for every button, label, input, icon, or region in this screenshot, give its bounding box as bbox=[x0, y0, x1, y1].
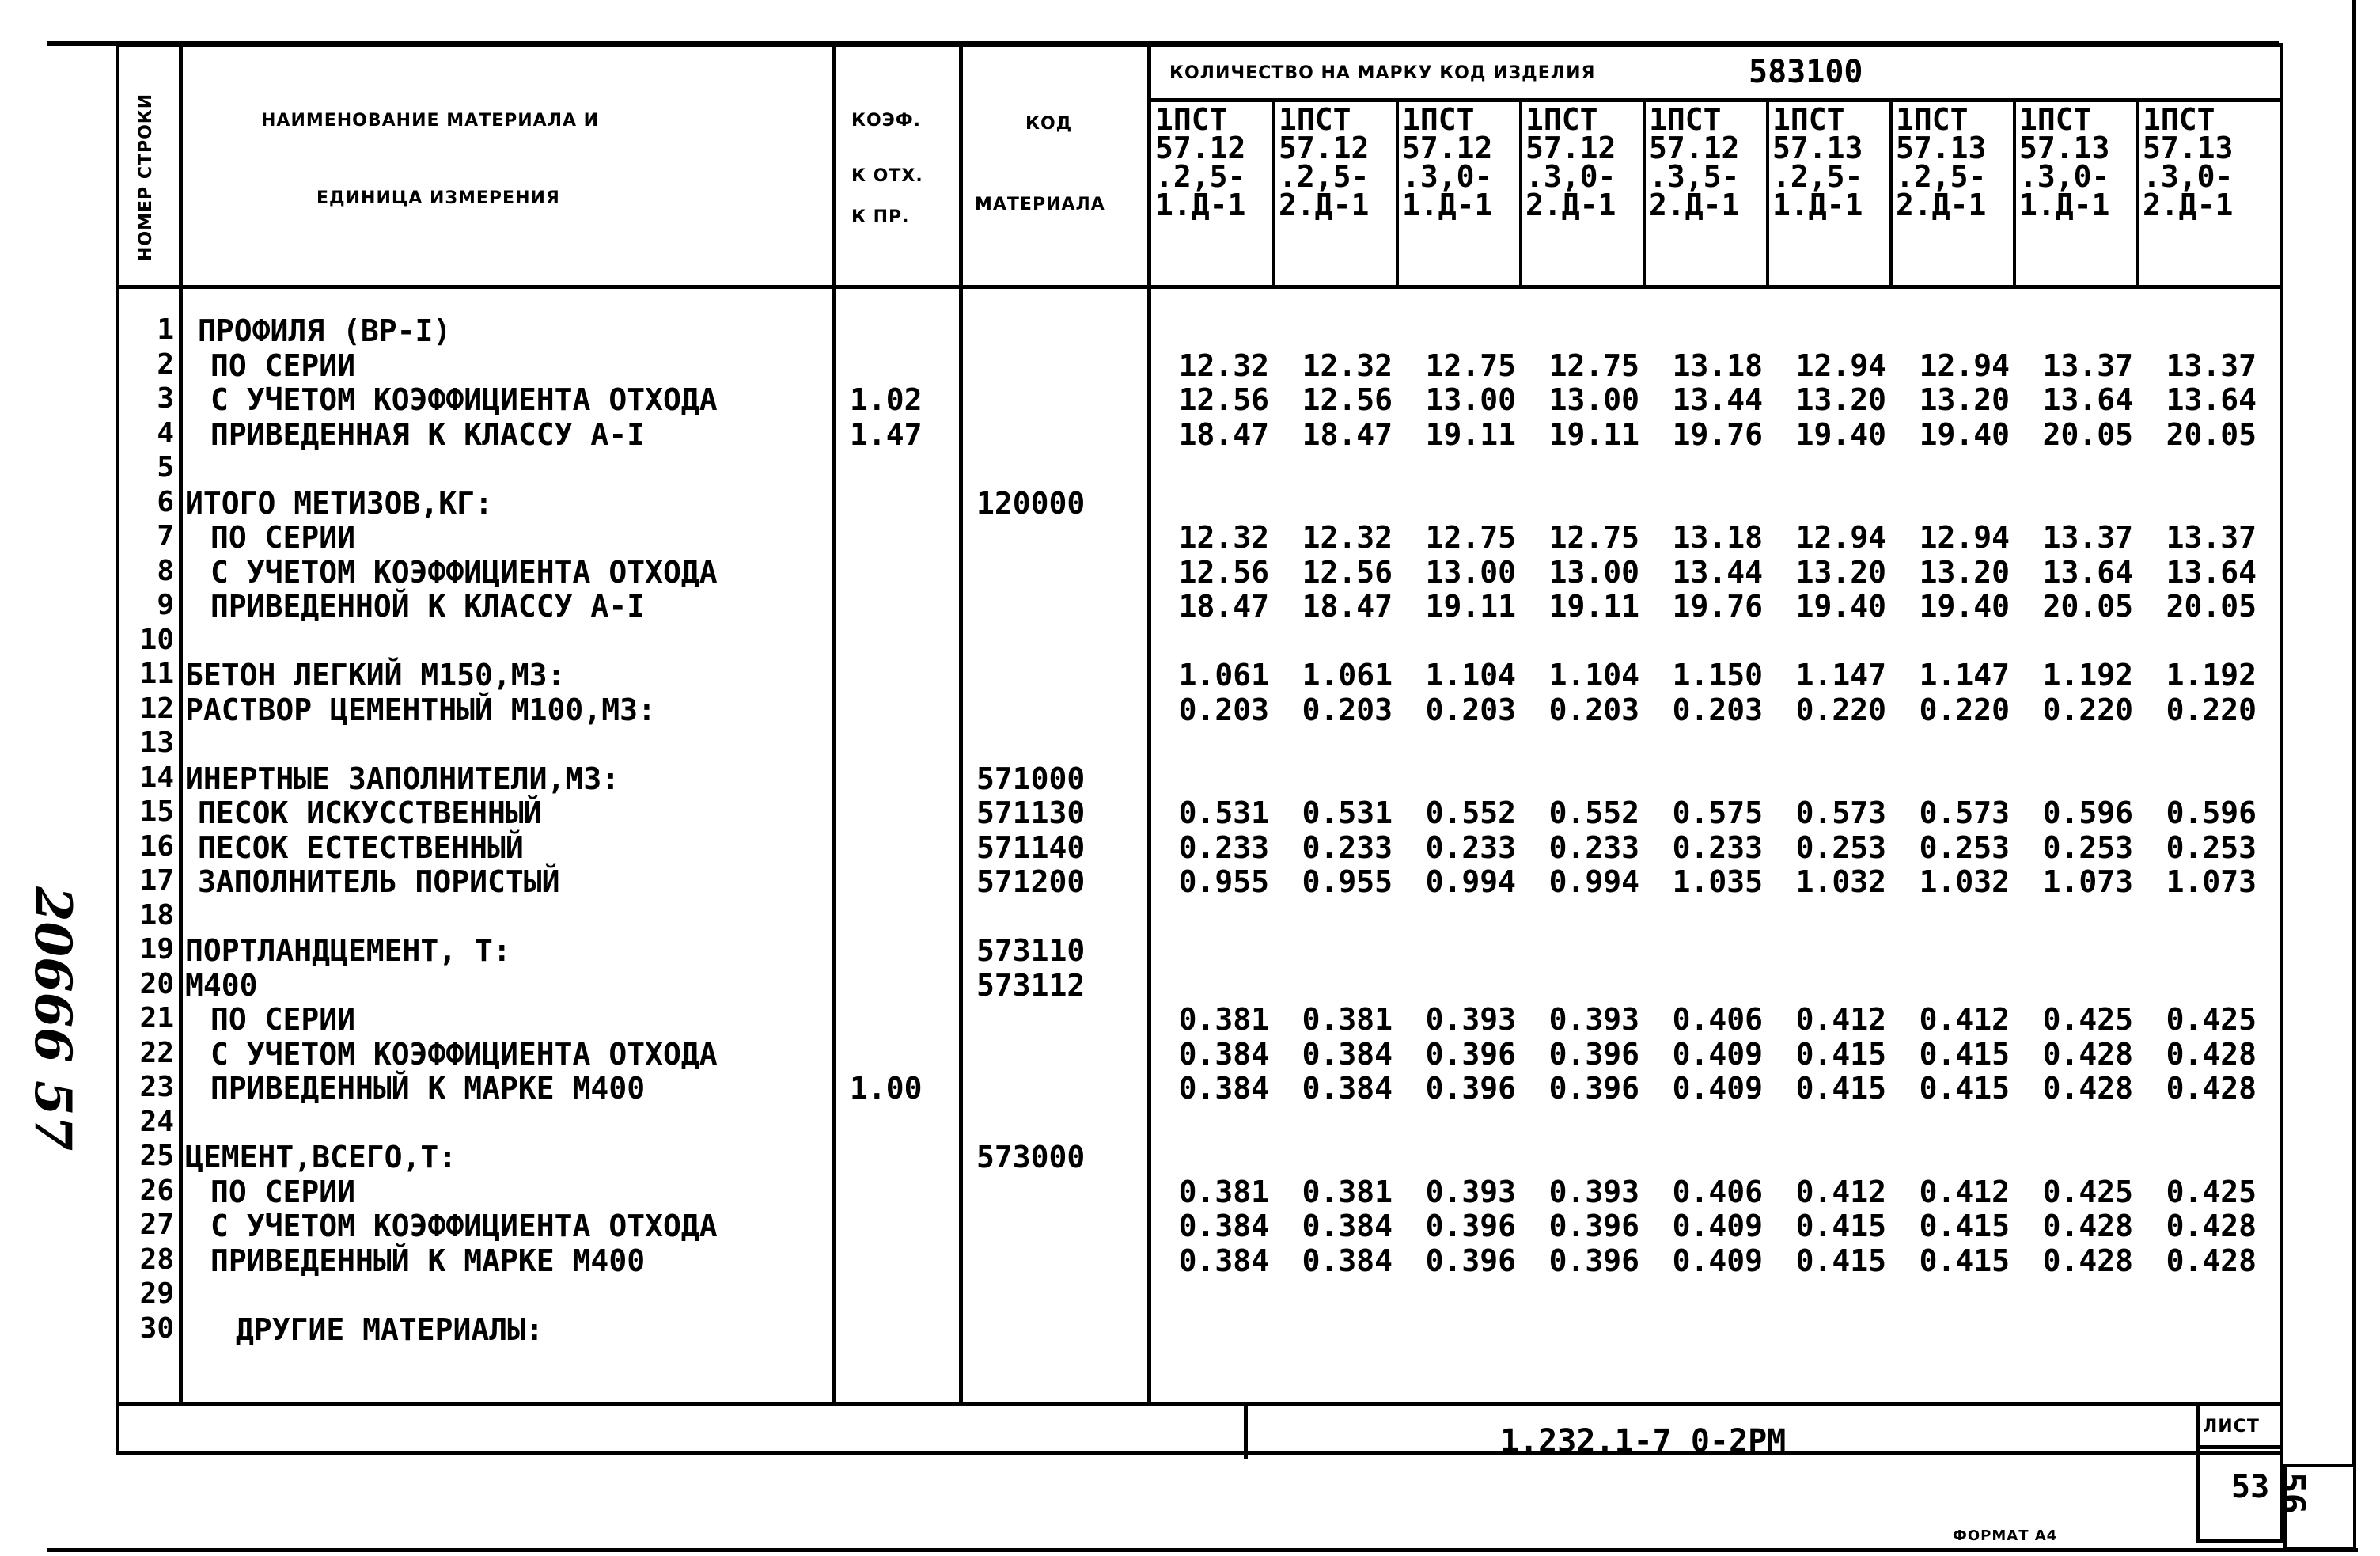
quantity-cell: 0.406 bbox=[1672, 1174, 1763, 1209]
material-name: ДРУГИЕ МАТЕРИАЛЫ: bbox=[236, 1311, 544, 1347]
quantity-cell: 0.381 bbox=[1302, 1174, 1393, 1209]
mark-header-line: 1.Д-1 bbox=[1155, 188, 1246, 222]
coefficient-value: 1.47 bbox=[850, 416, 923, 452]
quantity-cell: 0.233 bbox=[1178, 829, 1269, 865]
quantity-cell: 0.428 bbox=[2042, 1243, 2133, 1278]
quantity-cell: 12.94 bbox=[1795, 347, 1886, 383]
material-name: ПРИВЕДЕННОЙ К КЛАССУ А-I bbox=[210, 589, 646, 624]
mark-header-line: 1ПСТ bbox=[1402, 102, 1475, 137]
quantity-cell: 0.384 bbox=[1302, 1071, 1393, 1106]
mark-header-line: 1ПСТ bbox=[1649, 102, 1722, 137]
row-number: 16 bbox=[139, 829, 174, 863]
row-number: 24 bbox=[139, 1105, 174, 1138]
mark-header-line: 57.13 bbox=[1896, 131, 1987, 165]
material-name: ПРИВЕДЕННЫЙ К МАРКЕ М400 bbox=[210, 1243, 646, 1278]
material-name: ПОРТЛАНДЦЕМЕНТ, Т: bbox=[185, 933, 511, 968]
coef-header-line3: К ПР. bbox=[851, 207, 910, 227]
row-number: 28 bbox=[139, 1243, 174, 1276]
quantity-cell: 0.396 bbox=[1425, 1243, 1516, 1278]
quantity-cell: 0.253 bbox=[1795, 829, 1886, 865]
code-header-line1: КОД bbox=[1025, 114, 1073, 134]
row-number: 26 bbox=[139, 1174, 174, 1207]
material-name: ПРИВЕДЕННЫЙ К МАРКЕ М400 bbox=[210, 1071, 646, 1106]
quantity-cell: 19.40 bbox=[1919, 589, 2010, 624]
mark-header-line: 2.Д-1 bbox=[2143, 188, 2234, 222]
sheet-label: ЛИСТ bbox=[2203, 1417, 2260, 1436]
row-number: 10 bbox=[139, 623, 174, 656]
quantity-cell: 0.396 bbox=[1548, 1036, 1639, 1072]
quantity-cell: 1.104 bbox=[1425, 658, 1516, 693]
quantity-cell: 0.233 bbox=[1672, 829, 1763, 865]
mark-header-line: 57.13 bbox=[2143, 131, 2234, 165]
mark-header-line: 1ПСТ bbox=[2143, 102, 2215, 137]
quantity-cell: 0.384 bbox=[1178, 1036, 1269, 1072]
quantity-cell: 0.428 bbox=[2042, 1209, 2133, 1243]
quantity-cell: 0.552 bbox=[1548, 795, 1639, 830]
quantity-cell: 12.75 bbox=[1425, 347, 1516, 383]
quantity-cell: 19.76 bbox=[1672, 589, 1763, 624]
quantity-cell: 13.00 bbox=[1425, 382, 1516, 417]
mark-col-divider bbox=[1396, 100, 1399, 285]
row-number: 27 bbox=[139, 1209, 174, 1241]
quantity-cell: 0.393 bbox=[1548, 1002, 1639, 1037]
quantity-cell: 1.104 bbox=[1548, 658, 1639, 693]
quantity-cell: 13.44 bbox=[1672, 382, 1763, 417]
material-name: ПО СЕРИИ bbox=[210, 1174, 356, 1209]
mark-header-line: .3,5- bbox=[1649, 159, 1740, 194]
quantity-cell: 12.32 bbox=[1302, 347, 1393, 383]
quantity-cell: 12.75 bbox=[1548, 347, 1639, 383]
quantity-cell: 0.415 bbox=[1919, 1243, 2010, 1278]
mark-header-line: 2.Д-1 bbox=[1279, 188, 1370, 222]
quantity-cell: 12.56 bbox=[1178, 554, 1269, 590]
material-name: ЦЕМЕНТ,ВСЕГО,Т: bbox=[185, 1140, 457, 1175]
quantity-cell: 0.393 bbox=[1425, 1174, 1516, 1209]
quantity-cell: 0.396 bbox=[1548, 1209, 1639, 1243]
row-number: 19 bbox=[139, 933, 174, 966]
coef-header-line2: К ОТХ. bbox=[851, 166, 923, 186]
quantity-cell: 12.32 bbox=[1302, 520, 1393, 555]
quantity-cell: 1.061 bbox=[1302, 658, 1393, 693]
quantity-cell: 12.56 bbox=[1302, 554, 1393, 590]
material-name: РАСТВОР ЦЕМЕНТНЫЙ М100,М3: bbox=[185, 692, 656, 727]
quantity-cell: 13.20 bbox=[1795, 382, 1886, 417]
quantity-cell: 1.192 bbox=[2166, 658, 2257, 693]
quantity-cell: 0.384 bbox=[1178, 1071, 1269, 1106]
material-code: 120000 bbox=[976, 485, 1086, 521]
mark-header-line: .2,5- bbox=[1279, 159, 1370, 194]
footer-top-line bbox=[116, 1402, 2283, 1406]
quantity-cell: 13.18 bbox=[1672, 520, 1763, 555]
quantity-cell: 13.00 bbox=[1425, 554, 1516, 590]
quantity-cell: 0.425 bbox=[2042, 1174, 2133, 1209]
row-number: 22 bbox=[139, 1036, 174, 1069]
row-number: 5 bbox=[157, 451, 174, 484]
row-number: 15 bbox=[139, 795, 174, 828]
col-divider-code bbox=[1147, 43, 1151, 1406]
quantity-cell: 0.220 bbox=[2166, 692, 2257, 727]
row-number: 3 bbox=[157, 382, 174, 415]
col-divider-rownum bbox=[179, 43, 183, 1406]
material-name: ПО СЕРИИ bbox=[210, 1002, 356, 1037]
material-name: С УЧЕТОМ КОЭФФИЦИЕНТА ОТХОДА bbox=[210, 554, 718, 590]
row-number: 30 bbox=[139, 1311, 174, 1345]
coefficient-value: 1.00 bbox=[850, 1071, 923, 1106]
row-number: 13 bbox=[139, 727, 174, 759]
quantity-cell: 13.37 bbox=[2166, 347, 2257, 383]
material-code: 573000 bbox=[976, 1140, 1086, 1175]
quantity-cell: 13.37 bbox=[2042, 520, 2133, 555]
mark-header-line: 57.13 bbox=[2019, 131, 2110, 165]
quantity-cell: 0.409 bbox=[1672, 1209, 1763, 1243]
sheet-number: 53 bbox=[2231, 1469, 2270, 1505]
material-code: 571140 bbox=[976, 829, 1086, 865]
quantity-cell: 0.425 bbox=[2042, 1002, 2133, 1037]
col-divider-name bbox=[832, 43, 836, 1406]
quantity-cell: 0.384 bbox=[1178, 1209, 1269, 1243]
quantity-cell: 18.47 bbox=[1178, 589, 1269, 624]
quantity-cell: 1.061 bbox=[1178, 658, 1269, 693]
quantity-cell: 0.428 bbox=[2166, 1036, 2257, 1072]
quantity-cell: 13.20 bbox=[1919, 554, 2010, 590]
quantity-cell: 0.220 bbox=[2042, 692, 2133, 727]
row-number: 1 bbox=[157, 313, 174, 346]
row-number: 4 bbox=[157, 416, 174, 450]
quantity-cell: 0.596 bbox=[2042, 795, 2133, 830]
row-number: 17 bbox=[139, 864, 174, 897]
row-number: 18 bbox=[139, 898, 174, 932]
mark-header-line: .2,5- bbox=[1896, 159, 1987, 194]
row-number: 7 bbox=[157, 520, 174, 552]
quantity-cell: 0.384 bbox=[1302, 1209, 1393, 1243]
material-code: 573110 bbox=[976, 933, 1086, 968]
mark-header-line: 1.Д-1 bbox=[1402, 188, 1493, 222]
quantity-cell: 0.381 bbox=[1178, 1174, 1269, 1209]
quantity-cell: 0.233 bbox=[1425, 829, 1516, 865]
quantity-cell: 0.384 bbox=[1178, 1243, 1269, 1278]
material-name: С УЧЕТОМ КОЭФФИЦИЕНТА ОТХОДА bbox=[210, 1036, 718, 1072]
quantity-cell: 0.415 bbox=[1795, 1209, 1886, 1243]
quantity-cell: 12.94 bbox=[1919, 520, 2010, 555]
row-number: 11 bbox=[139, 658, 174, 690]
quantity-cell: 0.409 bbox=[1672, 1243, 1763, 1278]
quantity-cell: 13.64 bbox=[2042, 382, 2133, 417]
quantity-cell: 0.428 bbox=[2166, 1071, 2257, 1106]
quantity-cell: 19.76 bbox=[1672, 416, 1763, 452]
page-number: 56 bbox=[2272, 1472, 2312, 1514]
quantity-cell: 0.409 bbox=[1672, 1036, 1763, 1072]
quantity-cell: 0.203 bbox=[1548, 692, 1639, 727]
quantity-cell: 13.20 bbox=[1795, 554, 1886, 590]
material-name: ПЕСОК ЕСТЕСТВЕННЫЙ bbox=[198, 829, 524, 865]
quantity-cell: 0.552 bbox=[1425, 795, 1516, 830]
quantity-cell: 0.253 bbox=[1919, 829, 2010, 865]
quantity-cell: 20.05 bbox=[2042, 589, 2133, 624]
quantity-cell: 1.073 bbox=[2042, 864, 2133, 899]
format-label: ФОРМАТ А4 bbox=[1953, 1528, 2058, 1544]
quantity-cell: 0.384 bbox=[1302, 1243, 1393, 1278]
quantity-cell: 0.220 bbox=[1919, 692, 2010, 727]
quantity-cell: 0.531 bbox=[1178, 795, 1269, 830]
quantity-cell: 19.11 bbox=[1548, 589, 1639, 624]
mark-col-divider bbox=[2013, 100, 2016, 285]
quantity-cell: 1.147 bbox=[1919, 658, 2010, 693]
quantity-cell: 0.384 bbox=[1302, 1036, 1393, 1072]
quantity-cell: 0.428 bbox=[2042, 1071, 2133, 1106]
row-number: 8 bbox=[157, 554, 174, 587]
quantity-cell: 0.412 bbox=[1795, 1002, 1886, 1037]
right-edge-line bbox=[2352, 0, 2356, 1464]
quantity-cell: 19.40 bbox=[1795, 416, 1886, 452]
row-number: 21 bbox=[139, 1002, 174, 1034]
mark-header-line: 1ПСТ bbox=[1772, 102, 1845, 137]
quantity-cell: 13.44 bbox=[1672, 554, 1763, 590]
mark-col-divider bbox=[1889, 100, 1893, 285]
mark-col-divider bbox=[1643, 100, 1646, 285]
quantity-cell: 0.573 bbox=[1795, 795, 1886, 830]
material-name: С УЧЕТОМ КОЭФФИЦИЕНТА ОТХОДА bbox=[210, 382, 718, 417]
quantity-cell: 0.955 bbox=[1178, 864, 1269, 899]
mark-header-line: 1ПСТ bbox=[2019, 102, 2092, 137]
quantity-cell: 0.396 bbox=[1425, 1209, 1516, 1243]
mark-header-line: 1ПСТ bbox=[1279, 102, 1351, 137]
mark-header-line: .3,0- bbox=[1525, 159, 1616, 194]
quantity-cell: 0.253 bbox=[2166, 829, 2257, 865]
quantity-cell: 13.37 bbox=[2166, 520, 2257, 555]
quantity-cell: 12.32 bbox=[1178, 347, 1269, 383]
quantity-cell: 12.56 bbox=[1178, 382, 1269, 417]
row-number-header: НОМЕР СТРОКИ bbox=[136, 93, 156, 261]
mark-col-divider bbox=[1272, 100, 1275, 285]
mark-header-line: 1ПСТ bbox=[1525, 102, 1598, 137]
footer-divider-left bbox=[1244, 1402, 1248, 1459]
quantity-cell: 0.415 bbox=[1919, 1071, 2010, 1106]
quantity-cell: 0.994 bbox=[1425, 864, 1516, 899]
quantity-cell: 0.396 bbox=[1425, 1036, 1516, 1072]
quantity-cell: 19.11 bbox=[1425, 589, 1516, 624]
quantity-cell: 20.05 bbox=[2042, 416, 2133, 452]
name-header-line2: ЕДИНИЦА ИЗМЕРЕНИЯ bbox=[316, 188, 560, 208]
quantity-cell: 0.415 bbox=[1795, 1036, 1886, 1072]
quantity-cell: 0.393 bbox=[1425, 1002, 1516, 1037]
mark-col-divider bbox=[1766, 100, 1769, 285]
quantity-cell: 1.035 bbox=[1672, 864, 1763, 899]
product-code: 583100 bbox=[1749, 54, 1863, 90]
mark-header-line: 1.Д-1 bbox=[1772, 188, 1863, 222]
quantity-cell: 1.073 bbox=[2166, 864, 2257, 899]
mark-header-line: 57.12 bbox=[1402, 131, 1493, 165]
mark-header-line: 1ПСТ bbox=[1896, 102, 1969, 137]
row-number: 14 bbox=[139, 761, 174, 794]
quantity-cell: 0.596 bbox=[2166, 795, 2257, 830]
quantity-cell: 0.381 bbox=[1178, 1002, 1269, 1037]
document-code: 1.232.1-7 0-2РМ bbox=[1500, 1423, 1787, 1459]
quantity-cell: 0.425 bbox=[2166, 1174, 2257, 1209]
quantity-cell: 12.32 bbox=[1178, 520, 1269, 555]
material-name: ЗАПОЛНИТЕЛЬ ПОРИСТЫЙ bbox=[198, 864, 560, 899]
quantity-cell: 13.00 bbox=[1548, 382, 1639, 417]
quantity-cell: 20.05 bbox=[2166, 416, 2257, 452]
quantity-cell: 0.396 bbox=[1548, 1243, 1639, 1278]
quantity-cell: 0.396 bbox=[1548, 1071, 1639, 1106]
quantity-cell: 0.409 bbox=[1672, 1071, 1763, 1106]
material-name: ПО СЕРИИ bbox=[210, 347, 356, 383]
material-name: ИТОГО МЕТИЗОВ,КГ: bbox=[185, 485, 493, 521]
quantity-cell: 1.032 bbox=[1795, 864, 1886, 899]
quantity-cell: 0.203 bbox=[1302, 692, 1393, 727]
quantity-cell: 19.11 bbox=[1425, 416, 1516, 452]
code-header-line2: МАТЕРИАЛА bbox=[975, 195, 1105, 214]
material-name: БЕТОН ЛЕГКИЙ М150,М3: bbox=[185, 658, 566, 693]
mark-header-line: 57.12 bbox=[1279, 131, 1370, 165]
quantity-header-label: КОЛИЧЕСТВО НА МАРКУ КОД ИЗДЕЛИЯ bbox=[1169, 63, 1596, 83]
quantity-cell: 18.47 bbox=[1178, 416, 1269, 452]
quantity-cell: 13.64 bbox=[2166, 554, 2257, 590]
quantity-cell: 0.994 bbox=[1548, 864, 1639, 899]
quantity-cell: 12.94 bbox=[1919, 347, 2010, 383]
quantity-cell: 0.412 bbox=[1919, 1174, 2010, 1209]
quantity-cell: 0.381 bbox=[1302, 1002, 1393, 1037]
material-name: ПЕСОК ИСКУССТВЕННЫЙ bbox=[198, 795, 542, 830]
quantity-cell: 0.233 bbox=[1302, 829, 1393, 865]
quantity-cell: 0.393 bbox=[1548, 1174, 1639, 1209]
quantity-cell: 0.955 bbox=[1302, 864, 1393, 899]
margin-handwritten-number: 20666 57 bbox=[23, 886, 82, 1151]
quantity-cell: 18.47 bbox=[1302, 589, 1393, 624]
quantity-cell: 1.192 bbox=[2042, 658, 2133, 693]
header-bottom-line bbox=[116, 285, 2283, 289]
material-name: ИНЕРТНЫЕ ЗАПОЛНИТЕЛИ,М3: bbox=[185, 761, 620, 796]
row-number: 23 bbox=[139, 1071, 174, 1103]
quantity-cell: 0.233 bbox=[1548, 829, 1639, 865]
material-name: С УЧЕТОМ КОЭФФИЦИЕНТА ОТХОДА bbox=[210, 1209, 718, 1243]
material-code: 573112 bbox=[976, 967, 1086, 1003]
mark-col-divider bbox=[2136, 100, 2139, 285]
row-number: 25 bbox=[139, 1140, 174, 1172]
quantity-cell: 13.20 bbox=[1919, 382, 2010, 417]
material-code: 571200 bbox=[976, 864, 1086, 899]
mark-header-line: 2.Д-1 bbox=[1649, 188, 1740, 222]
mark-header-line: 1.Д-1 bbox=[2019, 188, 2110, 222]
quantity-cell: 0.415 bbox=[1795, 1071, 1886, 1106]
quantity-cell: 0.428 bbox=[2166, 1243, 2257, 1278]
material-code: 571000 bbox=[976, 761, 1086, 796]
quantity-cell: 0.253 bbox=[2042, 829, 2133, 865]
quantity-cell: 0.415 bbox=[1919, 1209, 2010, 1243]
row-number: 12 bbox=[139, 692, 174, 725]
mark-header-line: 57.13 bbox=[1772, 131, 1863, 165]
col-divider-coef bbox=[959, 43, 963, 1406]
mark-header-line: 1ПСТ bbox=[1155, 102, 1228, 137]
coef-header-line1: КОЭФ. bbox=[851, 111, 922, 131]
material-name: ПРОФИЛЯ (ВР-I) bbox=[198, 313, 452, 348]
mark-header-line: 57.12 bbox=[1649, 131, 1740, 165]
quantity-cell: 0.396 bbox=[1425, 1071, 1516, 1106]
quantity-cell: 0.425 bbox=[2166, 1002, 2257, 1037]
row-number: 29 bbox=[139, 1277, 174, 1310]
quantity-cell: 0.575 bbox=[1672, 795, 1763, 830]
mark-header-line: .3,0- bbox=[1402, 159, 1493, 194]
quantity-cell: 0.412 bbox=[1795, 1174, 1886, 1209]
material-name: М400 bbox=[185, 967, 258, 1003]
quantity-cell: 0.573 bbox=[1919, 795, 2010, 830]
quantity-cell: 0.531 bbox=[1302, 795, 1393, 830]
quantity-cell: 0.203 bbox=[1178, 692, 1269, 727]
footer-sheet-box bbox=[2196, 1445, 2283, 1543]
quantity-cell: 13.37 bbox=[2042, 347, 2133, 383]
quantity-cell: 20.05 bbox=[2166, 589, 2257, 624]
mark-header-line: .2,5- bbox=[1772, 159, 1863, 194]
row-number: 20 bbox=[139, 967, 174, 1000]
quantity-cell: 19.40 bbox=[1795, 589, 1886, 624]
mark-header-line: .3,0- bbox=[2019, 159, 2110, 194]
quantity-cell: 19.11 bbox=[1548, 416, 1639, 452]
quantity-cell: 12.94 bbox=[1795, 520, 1886, 555]
quantity-cell: 1.150 bbox=[1672, 658, 1763, 693]
material-code: 571130 bbox=[976, 795, 1086, 830]
mark-col-divider bbox=[1519, 100, 1522, 285]
bottom-border-line bbox=[47, 1548, 2358, 1552]
quantity-cell: 0.415 bbox=[1919, 1036, 2010, 1072]
quantity-cell: 19.40 bbox=[1919, 416, 2010, 452]
quantity-cell: 0.415 bbox=[1795, 1243, 1886, 1278]
quantity-cell: 13.64 bbox=[2166, 382, 2257, 417]
mark-header-line: 2.Д-1 bbox=[1896, 188, 1987, 222]
quantity-cell: 12.75 bbox=[1548, 520, 1639, 555]
mark-header-line: 57.12 bbox=[1155, 131, 1246, 165]
quantity-cell: 1.032 bbox=[1919, 864, 2010, 899]
material-name: ПРИВЕДЕННАЯ К КЛАССУ А-I bbox=[210, 416, 646, 452]
quantity-cell: 0.203 bbox=[1672, 692, 1763, 727]
mark-header-line: 57.12 bbox=[1525, 131, 1616, 165]
quantity-cell: 0.203 bbox=[1425, 692, 1516, 727]
quantity-cell: 0.220 bbox=[1795, 692, 1886, 727]
row-number: 2 bbox=[157, 347, 174, 381]
quantity-cell: 0.428 bbox=[2166, 1209, 2257, 1243]
quantity-cell: 12.75 bbox=[1425, 520, 1516, 555]
mark-header-line: 2.Д-1 bbox=[1525, 188, 1616, 222]
name-header-line1: НАИМЕНОВАНИЕ МАТЕРИАЛА И bbox=[261, 111, 600, 131]
quantity-cell: 18.47 bbox=[1302, 416, 1393, 452]
coefficient-value: 1.02 bbox=[850, 382, 923, 417]
quantity-cell: 1.147 bbox=[1795, 658, 1886, 693]
quantity-cell: 13.18 bbox=[1672, 347, 1763, 383]
quantity-cell: 13.64 bbox=[2042, 554, 2133, 590]
quantity-cell: 13.00 bbox=[1548, 554, 1639, 590]
material-name: ПО СЕРИИ bbox=[210, 520, 356, 555]
quantity-cell: 0.412 bbox=[1919, 1002, 2010, 1037]
row-number: 9 bbox=[157, 589, 174, 621]
mark-header-line: .2,5- bbox=[1155, 159, 1246, 194]
mark-header-line: .3,0- bbox=[2143, 159, 2234, 194]
row-number: 6 bbox=[157, 485, 174, 518]
quantity-cell: 0.406 bbox=[1672, 1002, 1763, 1037]
quantity-cell: 0.428 bbox=[2042, 1036, 2133, 1072]
quantity-cell: 12.56 bbox=[1302, 382, 1393, 417]
